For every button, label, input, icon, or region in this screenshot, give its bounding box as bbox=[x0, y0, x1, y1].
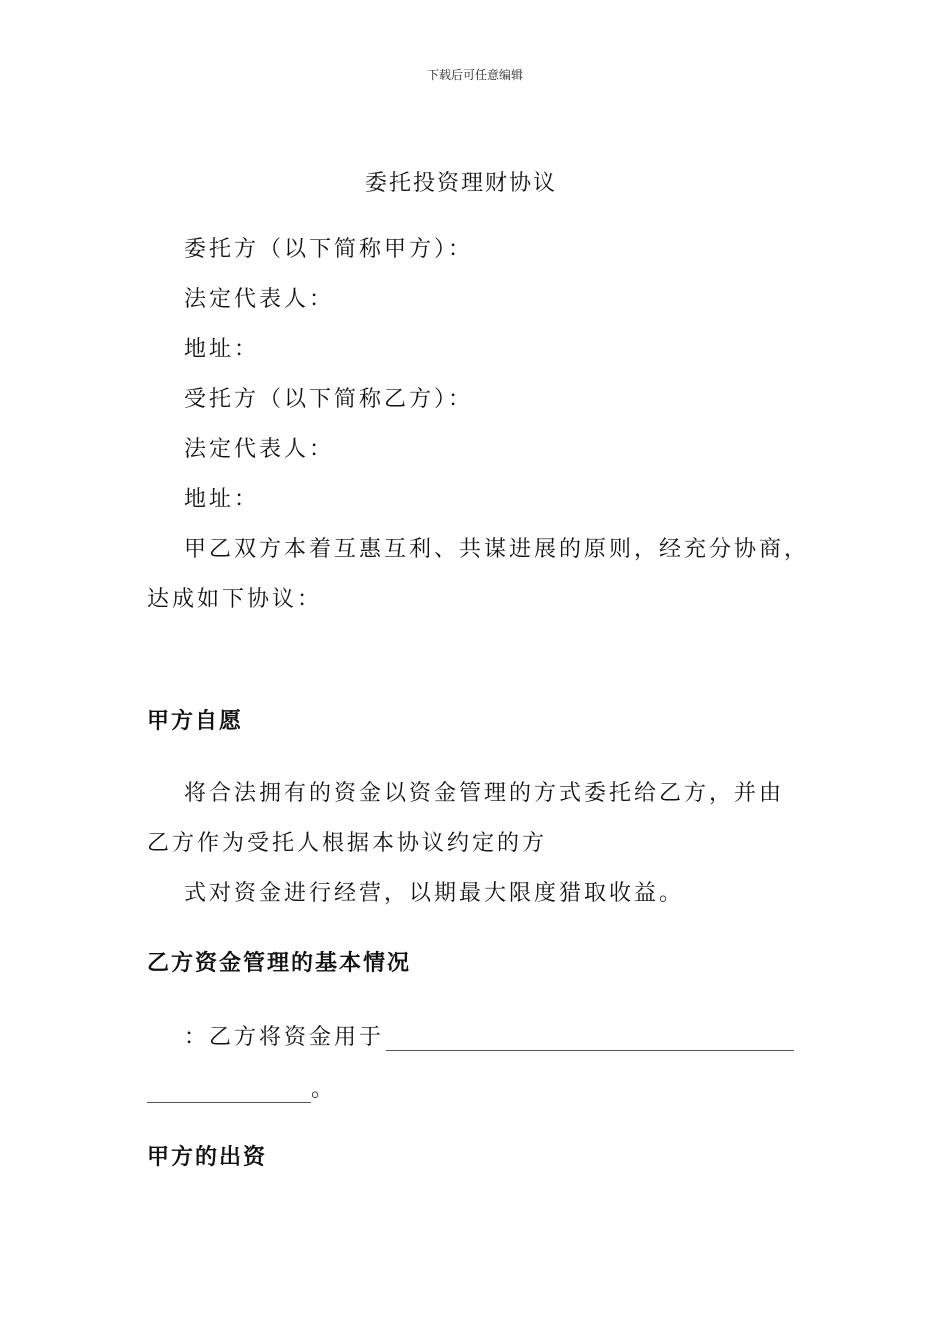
fund-use-label: ：乙方将资金用于 bbox=[184, 1025, 385, 1050]
section2-line-1 bbox=[184, 1020, 794, 1051]
section1-line-2: 乙方作为受托人根据本协议约定的方 bbox=[147, 831, 548, 856]
principal-address-line: 地址： bbox=[184, 337, 260, 362]
principal-representative-line: 法定代表人： bbox=[184, 287, 335, 312]
preamble-line-1: 甲乙双方本着互惠互利、共谋进展的原则，经充分协商， bbox=[184, 537, 810, 562]
agent-line: 受托方（以下简称乙方）： bbox=[184, 387, 474, 412]
fund-use-period: 。 bbox=[311, 1077, 337, 1102]
section1-line-3: 式对资金进行经营，以期最大限度猎取收益。 bbox=[184, 881, 685, 906]
agent-address-line: 地址： bbox=[184, 487, 260, 512]
document-title: 委托投资理财协议 bbox=[364, 171, 557, 196]
section-heading-fund-management: 乙方资金管理的基本情况 bbox=[147, 950, 412, 976]
principal-line: 委托方（以下简称甲方）： bbox=[184, 237, 474, 262]
fund-use-blank-continued[interactable] bbox=[147, 1080, 311, 1103]
agent-representative-line: 法定代表人： bbox=[184, 437, 335, 462]
section-heading-principal-voluntary: 甲方自愿 bbox=[147, 708, 244, 734]
preamble-line-2: 达成如下协议： bbox=[147, 587, 323, 612]
section-heading-principal-contribution: 甲方的出资 bbox=[147, 1144, 268, 1170]
section2-line-2 bbox=[147, 1072, 336, 1103]
fund-use-blank[interactable] bbox=[386, 1028, 794, 1051]
page-header-note: 下载后可任意编辑 bbox=[426, 68, 523, 82]
section1-line-1: 将合法拥有的资金以资金管理的方式委托给乙方，并由 bbox=[184, 781, 785, 806]
